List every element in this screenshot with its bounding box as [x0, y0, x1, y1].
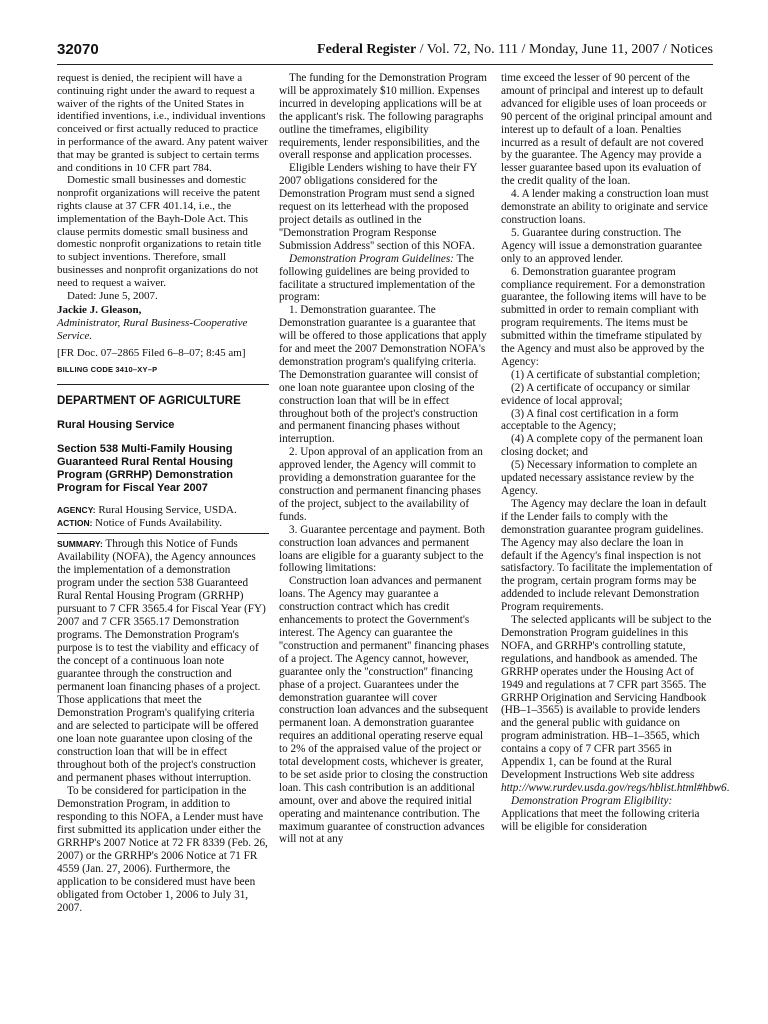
- signer-title: Administrator, Rural Business-Cooperative Service.: [57, 317, 248, 342]
- summary-paragraph: [57, 538, 269, 785]
- guidelines-heading: Demonstration Program Guidelines:: [289, 252, 454, 265]
- column-1: [57, 72, 269, 915]
- summary-text: Through this Notice of Funds Availability (NOFA), the Agency announces the implementation of a demonstration program under the section 538 Guaranteed Rural Rental Housing Program (GRRHP) pursuant to 7 CFR 3565.4 for Fiscal Year (FY) 2007 and 7 CFR 3565.17 Demonstration programs. The Demonstration Program's purpose is to test the viability and efficacy of the concept of a continuous loan note guarantee through the construction and permanent loan financing phases of a project. Those applications that meet the Demonstration Program's qualifying criteria and are selected to participate will be offered one loan note guarantee upon closing of the construction loan that will be in effect throughout both of the project's construction and permanent phases without interruption.: [57, 537, 266, 784]
- paragraph: time exceed the lesser of 90 percent of the amount of principal and interest up to default advanced for eligible uses of loan proceeds or 90 percent of the original principal amount and interest up to default of a loan. Penalties incurred as a result of default are not covered by the guarantee. The Agency may provide a lesser guarantee based upon its evaluation of the credit quality of the loan.: [501, 72, 712, 188]
- paragraph: 2. Upon approval of an application from an approved lender, the Agency will commit to providing a demonstration guarantee for the construction and permanent financing phases of the project, subject to the availability of funds.: [279, 446, 483, 523]
- list-item: (2) A certificate of occupancy or similar evidence of local approval;: [501, 381, 690, 407]
- paragraph: The funding for the Demonstration Program will be approximately $10 million. Expenses incurred in developing applications will be at the applicant's risk. The following paragraphs outline the timeframes, eligibility requirements, lender responsibilities, and the overall response and application processes.: [279, 72, 487, 162]
- dated-line: Dated: June 5, 2007.: [67, 289, 158, 302]
- paragraph: The Agency may declare the loan in default if the Lender fails to comply with the demonstration guarantee program guidelines. The Agency may also declare the loan in default if the Agency's final inspection is not satisfactory. To facilitate the implementation of the program, certain program forms may be addended to include relevant Demonstration Program requirements.: [501, 497, 713, 614]
- paragraph-end: .: [726, 781, 730, 794]
- eligibility-heading: Demonstration Program Eligibility:: [511, 794, 673, 807]
- instructions-url-link[interactable]: http://www.rurdev.usda.gov/regs/hblist.html#hbw6: [501, 781, 727, 794]
- paragraph: Construction loan advances and permanent loans. The Agency may guarantee a construction contract which has credit enhancements to protect the Government's interest. The Agency can guarantee the ''construction and permanent'' financing phases of a project. The Agency cannot, however, guarantee only the ''construction'' financing phase of a project. Guarantees under the demonstration guarantee will cover construction loan advances and the subsequent permanent loan. A demonstration guarantee requires an additional operating reserve equal to 2% of the appraised value of the project or total development costs, whichever is greater, to be set aside prior to closing the construction loan. This cash contribution is an additional amount, over and above the required initial operating and maintenance contribution. The maximum guarantee of construction advances will not at any: [279, 575, 489, 846]
- paragraph: request is denied, the recipient will have a continuing right under the award to request a waiver of the rights of the United States in identified inventions, i.e., individual inventions conceived or first actually reduced to practice in performance of the award. Any patent waiver that may be granted is subject to certain terms and conditions in 10 CFR part 784.: [57, 72, 268, 174]
- page-number: 32070: [57, 41, 99, 58]
- list-item: (4) A complete copy of the permanent loan closing docket; and: [501, 433, 703, 459]
- document-title: Section 538 Multi-Family Housing Guaranteed Rural Rental Housing Program (GRRHP) Demonstration Program for Fiscal Year 2007: [57, 442, 234, 494]
- paragraph: 4. A lender making a construction loan must demonstrate an ability to originate and service construction loans.: [501, 188, 709, 226]
- eligibility-paragraph: [501, 795, 713, 834]
- header-rule: [57, 64, 713, 65]
- column-2: [279, 72, 491, 846]
- paragraph-text: The selected applicants will be subject to the Demonstration Program guidelines in this NOFA, and GRRHP's controlling statute, regulations, and handbook as amended. The GRRHP operates under the Housing Act of 1949 and regulations at 7 CFR part 3565. The GRRHP Origination and Servicing Handbook (HB–1–3565) is available to provide lenders and the general public with guidance on program administration. HB–1–3565, which contains a copy of 7 CFR part 3565 in Appendix 1, can be found at the Rural Development Instructions Web site address: [501, 614, 712, 781]
- list-item: (3) A final cost certification in a form acceptable to the Agency;: [501, 407, 679, 433]
- section-divider: [57, 384, 269, 385]
- paragraph: 1. Demonstration guarantee. The Demonstration guarantee is a guarantee that will be offered to those applications that apply for and meet the 2007 Demonstration NOFA's demonstration program's qualifying criteria. The Demonstration guarantee will consist of one loan note guarantee upon closing of the construction loan that will be in effect throughout both of the project's construction and permanent financing phases without interruption.: [279, 304, 487, 446]
- billing-code: BILLING CODE 3410–XY–P: [57, 364, 158, 374]
- paragraph: Eligible Lenders wishing to have their FY 2007 obligations considered for the Demonstration Program must send a signed request on its letterhead with the proposed project details as outlined in the ''Demonstration Program Response Submission Address'' section of this NOFA.: [279, 162, 477, 252]
- signer-name: Jackie J. Gleason,: [57, 304, 142, 317]
- list-item: (1) A certificate of substantial completion;: [511, 368, 701, 381]
- running-head: [317, 42, 713, 58]
- action-text: Notice of Funds Availability.: [92, 516, 222, 529]
- agency-label: AGENCY:: [57, 504, 96, 515]
- summary-divider: [57, 533, 269, 534]
- publication-name: Federal Register: [317, 42, 417, 57]
- agency-line: [57, 504, 269, 517]
- list-item: (5) Necessary information to complete an updated necessary assistance review by the Agency.: [501, 459, 698, 497]
- agency-text: Rural Housing Service, USDA.: [95, 503, 237, 516]
- paragraph-with-link: [501, 614, 730, 795]
- eligibility-text: Applications that meet the following criteria will be eligible for consideration: [501, 807, 700, 833]
- guidelines-text: The following guidelines are being provided to facilitate a structured implementation of the program:: [279, 252, 476, 304]
- action-label: ACTION:: [57, 517, 93, 528]
- issue-info: / Vol. 72, No. 111 / Monday, June 11, 2007 / Notices: [416, 42, 713, 57]
- paragraph: Domestic small businesses and domestic nonprofit organizations will receive the patent rights clause at 37 CFR 401.14, i.e., the implementation of the Bayh-Dole Act. This clause permits domestic small business and domestic nonprofit organizations to retain title to subject inventions. Therefore, small businesses and nonprofit organizations do not need to request a waiver.: [57, 174, 262, 289]
- fr-doc-line: [FR Doc. 07–2865 Filed 6–8–07; 8:45 am]: [57, 346, 246, 359]
- paragraph: 3. Guarantee percentage and payment. Both construction loan advances and permanent loans are eligible for a guaranty subject to the following limitations:: [279, 523, 486, 575]
- paragraph: 6. Demonstration guarantee program compliance requirement. For a demonstration guarantee, the following items will have to be submitted in order to remain compliant with program requirements. The items must be submitted within the timeframe stipulated by the Agency and must also be approved by the Agency:: [501, 265, 707, 368]
- page-header: [57, 41, 713, 61]
- summary-label: SUMMARY:: [57, 538, 103, 549]
- paragraph: To be considered for participation in the Demonstration Program, in addition to responding to this NOFA, a Lender must have first submitted its application under either the GRRHP's 2007 Notice at 72 FR 8339 (Feb. 26, 2007) or the GRRHP's 2006 Notice at 71 FR 4559 (Jan. 27, 2006). Furthermore, the application to be considered must have been obligated from October 1, 2006 to July 31, 2007.: [57, 784, 268, 914]
- column-3: [501, 72, 730, 833]
- action-line: [57, 517, 269, 530]
- department-heading: DEPARTMENT OF AGRICULTURE: [57, 395, 241, 408]
- guidelines-paragraph: [279, 253, 491, 305]
- service-heading: Rural Housing Service: [57, 419, 175, 432]
- paragraph: 5. Guarantee during construction. The Agency will issue a demonstration guarantee only to an approved lender.: [501, 226, 703, 265]
